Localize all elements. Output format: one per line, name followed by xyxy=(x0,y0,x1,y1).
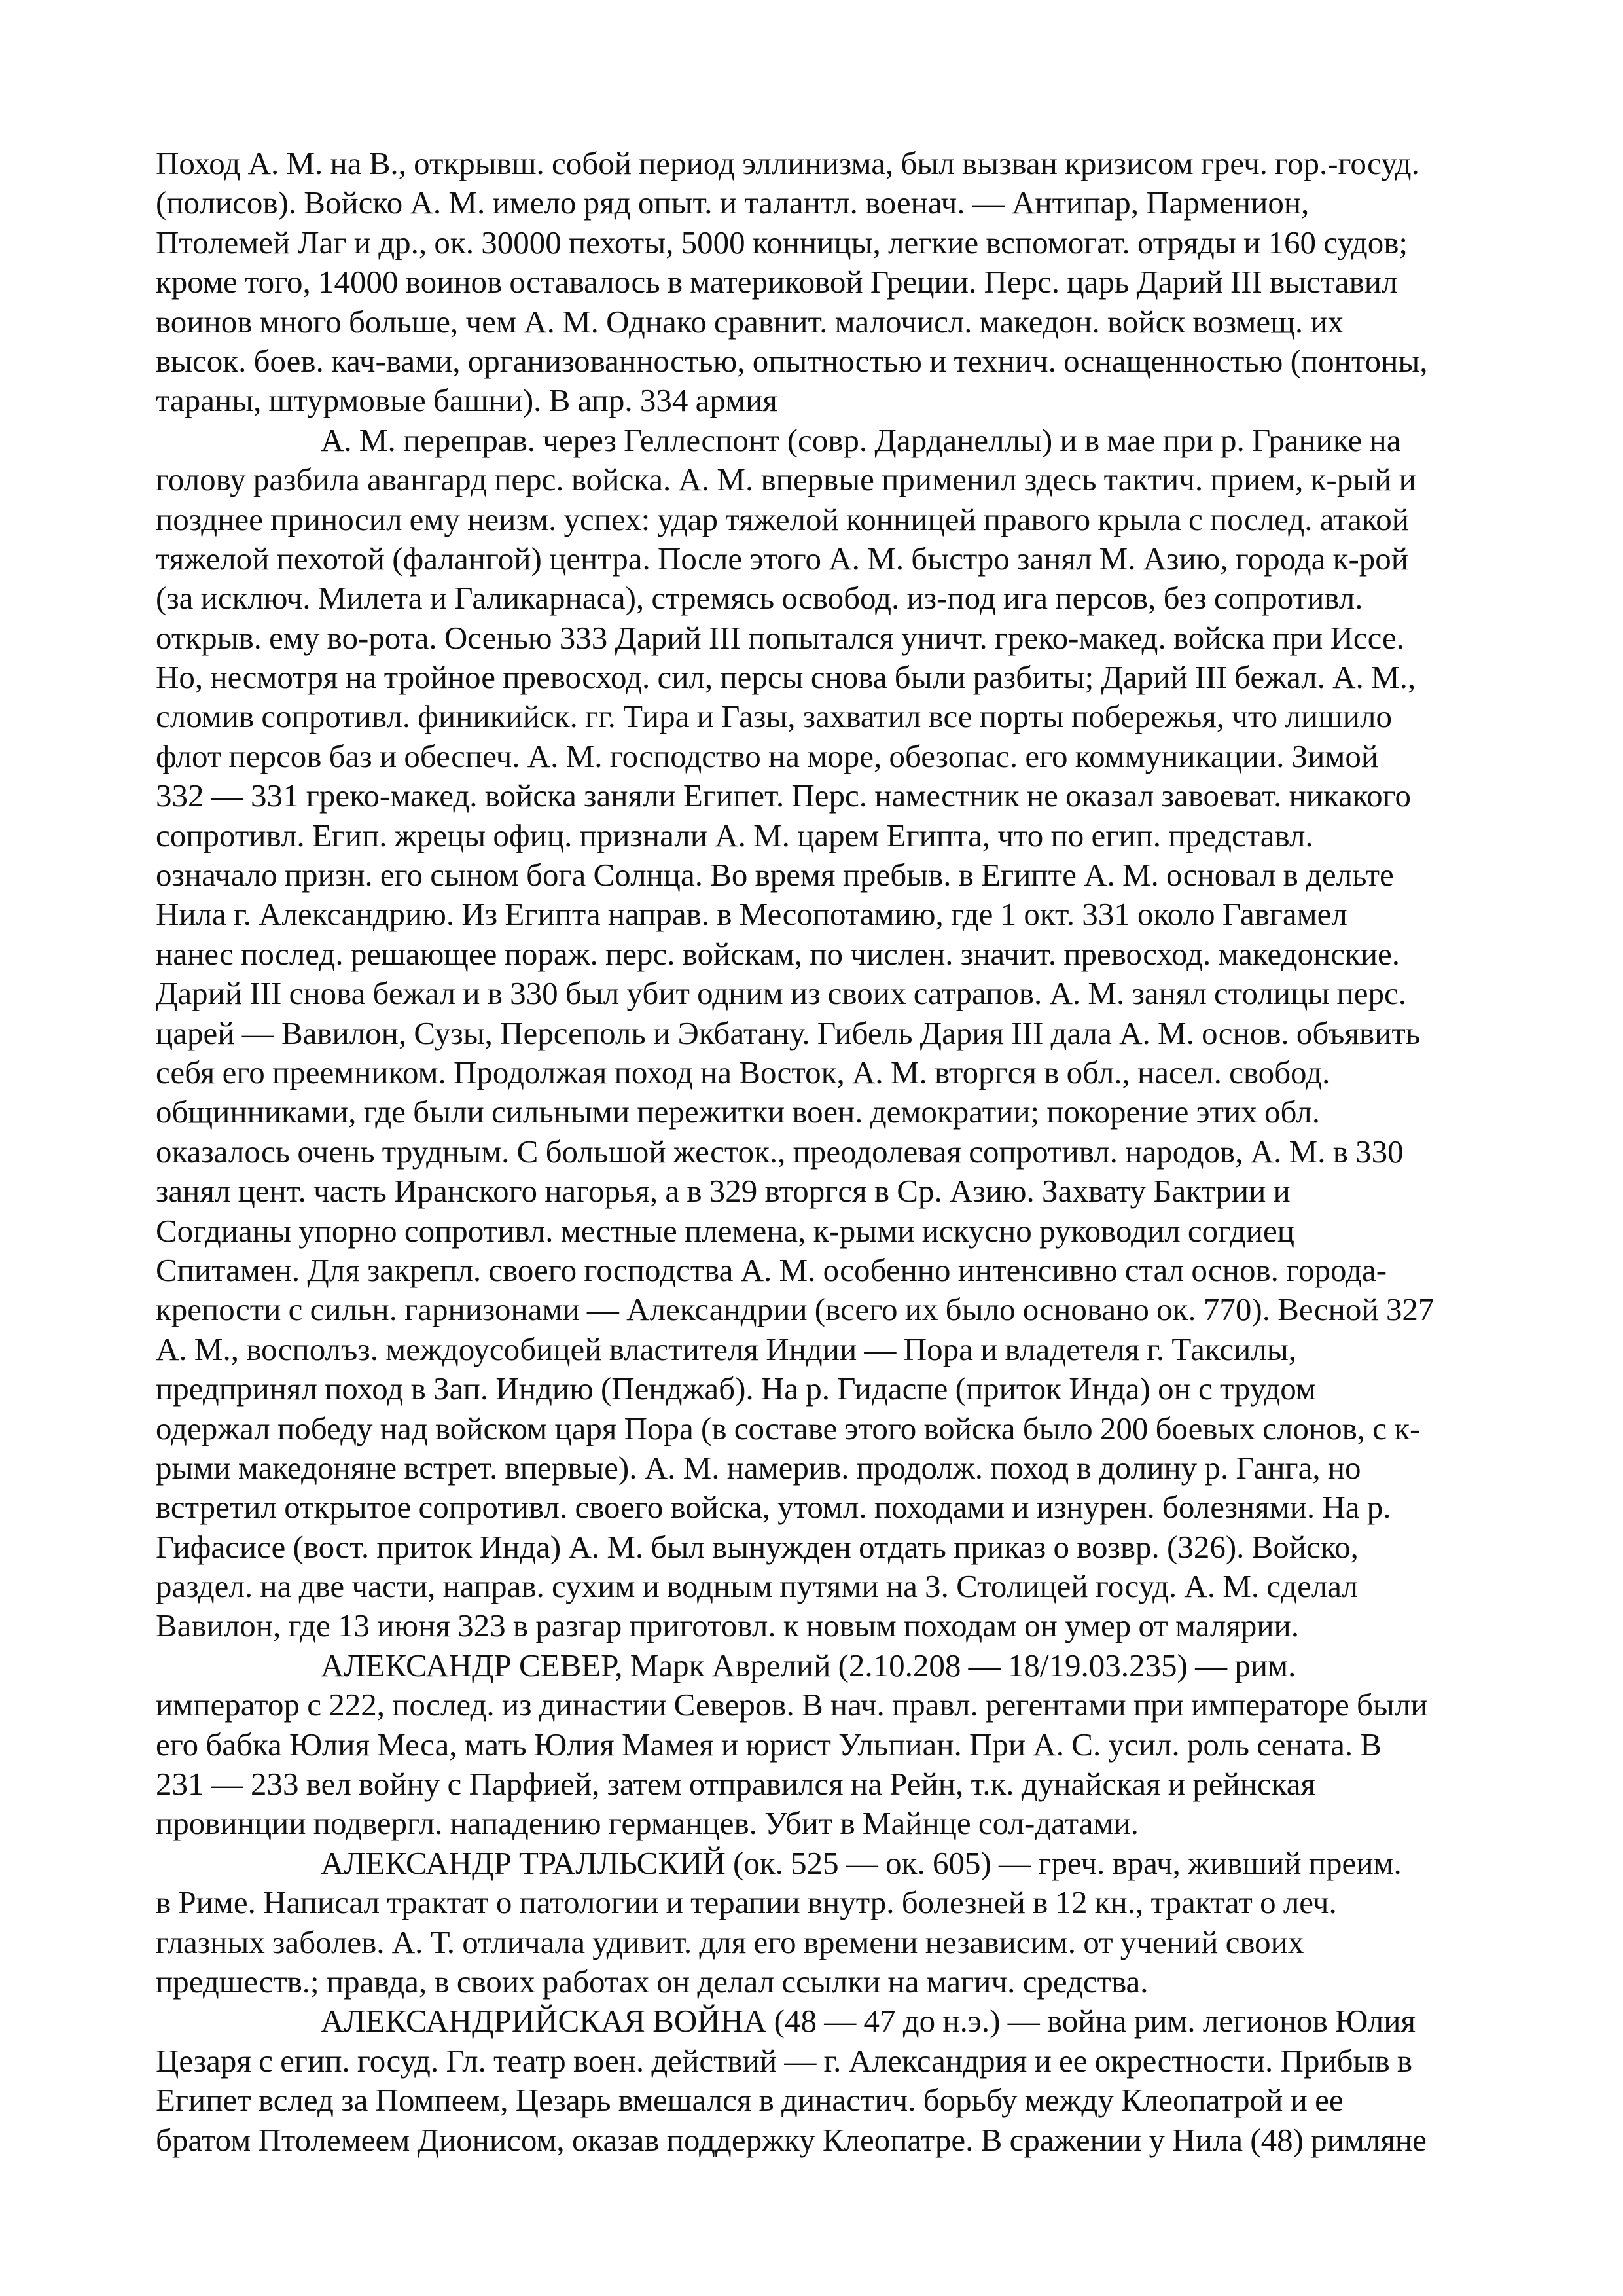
text-line: открыв. ему во-рота. Осенью 333 Дарий III попытался уничт. греко-макед. войска при Иссе. xyxy=(156,619,1404,656)
text-line: крепости с сильн. гарнизонами — Александрии (всего их было основано ок. 770). Весной 327 xyxy=(156,1291,1435,1328)
text-line: Египет вслед за Помпеем, Цезарь вмешался в династич. борьбу между Клеопатрой и ее xyxy=(156,2082,1344,2119)
text-line: занял цент. часть Иранского нагорья, а в 329 вторгся в Ср. Азию. Захвату Бактрии и xyxy=(156,1173,1291,1210)
text-line: Птолемей Лаг и др., ок. 30000 пехоты, 5000 конницы, легкие вспомогат. отряды и 160 судов; xyxy=(156,224,1408,260)
text-line: рыми македоняне встрет. впервые). А. М. намерив. продолж. поход в долину р. Ганга, но xyxy=(156,1449,1361,1486)
document-page xyxy=(156,144,1491,2160)
text-line: (за исключ. Милета и Галикарнаса), стремясь освобод. из-под ига персов, без сопротивл. xyxy=(156,580,1363,617)
text-line: А. М. переправ. через Геллеспонт (совр. Дарданеллы) и в мае при р. Гранике на xyxy=(321,422,1401,458)
text-line: его бабка Юлия Меса, мать Юлия Мамея и юрист Ульпиан. При А. С. усил. роль сената. В xyxy=(156,1726,1382,1763)
text-line: тараны, штурмовые башни). В апр. 334 армия xyxy=(156,382,777,419)
text-line: АЛЕКСАНДР СЕВЕР, Марк Аврелий (2.10.208 — 18/19.03.235) — рим. xyxy=(321,1647,1296,1683)
text-line: означало призн. его сыном бога Солнца. Во время пребыв. в Египте А. М. основал в дельте xyxy=(156,857,1394,893)
text-line: Гифасисе (вост. приток Инда) А. М. был вынужден отдать приказ о возвр. (326). Войско, xyxy=(156,1528,1359,1565)
text-line: император с 222, послед. из династии Северов. В нач. правл. регентами при императоре были xyxy=(156,1687,1428,1723)
text-line: Дарий III снова бежал и в 330 был убит одним из своих сатрапов. А. М. занял столицы перс. xyxy=(156,975,1406,1012)
text-line: позднее приносил ему неизм. успех: удар тяжелой конницей правого крыла с послед. атакой xyxy=(156,501,1409,537)
text-line: флот персов баз и обеспеч. А. М. господство на море, обезопас. его коммуникации. Зимой xyxy=(156,738,1379,774)
text-line: Нила г. Александрию. Из Египта направ. в Месопотамию, где 1 окт. 331 около Гавгамел xyxy=(156,896,1347,933)
text-line: предпринял поход в Зап. Индию (Пенджаб). На р. Гидаспе (приток Инда) он с трудом xyxy=(156,1371,1316,1407)
text-line: АЛЕКСАНДРИЙСКАЯ ВОЙНА (48 — 47 до н.э.) — война рим. легионов Юлия xyxy=(321,2003,1416,2039)
text-line: 332 — 331 греко-макед. войска заняли Египет. Перс. наместник не оказал завоеват. никакого xyxy=(156,778,1412,814)
text-line: кроме того, 14000 воинов оставалось в материковой Греции. Перс. царь Дарий III выставил xyxy=(156,264,1398,300)
text-line: высок. боев. кач-вами, организованностью, опытностью и технич. оснащенностью (понтоны, xyxy=(156,342,1428,379)
text-line: одержал победу над войском царя Пора (в составе этого войска было 200 боевых слонов, с к- xyxy=(156,1410,1421,1446)
text-line: 231 — 233 вел войну с Парфией, затем отправился на Рейн, т.к. дунайская и рейнская xyxy=(156,1766,1316,1803)
text-line: предшеств.; правда, в своих работах он делал ссылки на магич. средства. xyxy=(156,1963,1149,2000)
text-line: себя его преемником. Продолжая поход на Восток, А. М. вторгся в обл., насел. свобод. xyxy=(156,1054,1330,1090)
text-line: сломив сопротивл. финикийск. гг. Тира и Газы, захватил все порты побережья, что лишило xyxy=(156,698,1392,735)
text-line: оказалось очень трудным. С большой жесток., преодолевая сопротивл. народов, А. М. в 330 xyxy=(156,1133,1404,1170)
text-line: тяжелой пехотой (фалангой) центра. После этого А. М. быстро занял М. Азию, города к-рой xyxy=(156,540,1409,577)
text-line: в Риме. Написал трактат о патологии и терапии внутр. болезней в 12 кн., трактат о леч. xyxy=(156,1884,1337,1921)
text-line: провинции подвергл. нападению германцев. Убит в Майнце сол-датами. xyxy=(156,1805,1139,1842)
text-line: царей — Вавилон, Сузы, Персеполь и Экбатану. Гибель Дария III дала А. М. основ. объявить xyxy=(156,1014,1421,1051)
text-line: Но, несмотря на тройное превосход. сил, персы снова были разбиты; Дарий III бежал. А. М., xyxy=(156,659,1416,696)
text-line: братом Птолемеем Дионисом, оказав поддержку Клеопатре. В сражении у Нила (48) римляне xyxy=(156,2121,1427,2158)
text-line: сопротивл. Егип. жрецы офиц. признали А. М. царем Египта, что по егип. представл. xyxy=(156,817,1313,853)
text-line: общинниками, где были сильными пережитки воен. демократии; покорение этих обл. xyxy=(156,1094,1320,1130)
text-line: АЛЕКСАНДР ТРАЛЛЬСКИЙ (ок. 525 — ок. 605) — греч. врач, живший преим. xyxy=(321,1844,1402,1881)
text-line: глазных заболев. А. Т. отличала удивит. для его времени независим. от учений своих xyxy=(156,1924,1304,1960)
text-line: (полисов). Войско А. М. имело ряд опыт. и талантл. военач. — Антипар, Парменион, xyxy=(156,185,1310,221)
text-line: Вавилон, где 13 июня 323 в разгар приготовл. к новым походам он умер от малярии. xyxy=(156,1607,1300,1644)
text-line: Цезаря с егип. госуд. Гл. театр воен. действий — г. Александрия и ее окрестности. Прибыв в xyxy=(156,2042,1413,2079)
text-line: встретил открытое сопротивл. своего войска, утомл. походами и изнурен. болезнями. На р. xyxy=(156,1489,1391,1526)
text-line: А. М., восполъз. междоусобицей властителя Индии — Пора и владетеля г. Таксилы, xyxy=(156,1331,1297,1367)
text-line: воинов много больше, чем А. М. Однако сравнит. малочисл. македон. войск возмещ. их xyxy=(156,303,1344,340)
text-line: нанес послед. решающее пораж. перс. войскам, по числен. значит. превосход. македонские. xyxy=(156,935,1400,972)
text-line: раздел. на две части, направ. сухим и водным путями на З. Столицей госуд. А. М. сделал xyxy=(156,1568,1358,1605)
text-line: Поход А. М. на В., открывш. собой период эллинизма, был вызван кризисом греч. гор.-госуд. xyxy=(156,145,1419,181)
text-line: Спитамен. Для закрепл. своего господства А. М. особенно интенсивно стал основ. города- xyxy=(156,1251,1387,1288)
text-line: голову разбила авангард перс. войска. А. М. впервые применил здесь тактич. прием, к-рый и xyxy=(156,461,1416,498)
text-line: Согдианы упорно сопротивл. местные племена, к-рыми искусно руководил согдиец xyxy=(156,1212,1294,1249)
